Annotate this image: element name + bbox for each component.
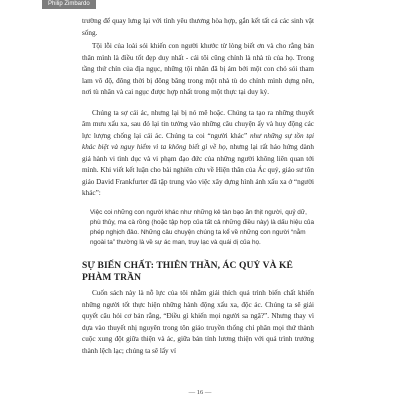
page-content bbox=[82, 16, 314, 357]
paragraph-fear-part-a: Chúng ta sợ cái ác, nhưng lại bị nó mê hoặc. Chúng ta tạo ra những thuyết âm mưu xấu xa, sau đó lại tin tưởng vào những câu chuyện ấy và huy động các lực lượng chống lại cái ác. Chúng ta coi “người khác” bbox=[82, 108, 314, 140]
paragraph-wolf-sin: Tội lỗi của loài sói khiến con người khước từ lòng biết ơn và cho rằng bản thân mình là điều tốt đẹp duy nhất - cái tôi cũng chính là nhà tù của họ. Trong tầng thứ chín của địa ngục, những tội nhân đã bị ám bởi một con chó sói tham lam vô độ, đông thời bị đông băng trong một nhà tù do chính mình dựng nên, nơi tù nhân và cai ngục được hợp nhất trong một thực tại duy kỷ. bbox=[82, 42, 314, 96]
running-head: Philip Zimbardo bbox=[42, 0, 96, 9]
paragraph-fear-of-evil bbox=[82, 108, 314, 200]
paragraph-continued: trường để quay lưng lại với tình yêu thương hòa hợp, gắn kết tất cả các sinh vật sống. bbox=[82, 17, 314, 37]
paragraph-book-purpose: Cuốn sách này là nỗ lực của tôi nhằm giải thích quá trình biến chất khiến những người tốt thực hiện những hành động xấu xa, độc ác. Chúng ta sẽ giải quyết câu hỏi cơ bản rằng, “Điều gì khiến mọi người sa ngã?”. Nhưng thay vì dựa vào thuyết nhị nguyên trong tôn giáo truyền thống chỉ phân mọi thứ thành cuộc xung đột giữa thiện và ác, giữa bản tính lương thiện với quá trình trưởng thành lệch lạc; chúng ta sẽ lấy ví bbox=[82, 289, 314, 355]
block-quote: Việc coi những con người khác như những kẻ tàn bạo ăn thịt người, quỷ dữ, phù thủy, ma cà rồng (hoặc tập hợp của tất cả những điều này) là dấu hiệu của phép nghịch đảo. Những câu chuyện chúng ta kể về những con người “nằm ngoài ta” thường là về sự ác man, truy lạc và quái dị của họ. bbox=[90, 208, 315, 247]
paragraph-fear-part-b: nhưng lại rất háo hứng dành giả hành vi tình dục và vi phạm đạo đức của những người không liên quan tới mình. Khi viết kết luận cho bài nghiên cứu về Hiện thân của Ác quỷ, giáo sư tôn giáo David Frankfurter đã tập trung vào việc xây dựng hình ảnh xấu xa ở “người khác”: bbox=[82, 143, 314, 197]
paragraph-fear-italic: như những sự tồn tại khác biệt và nguy hiểm vì ta không biết gì về họ, bbox=[82, 131, 314, 151]
section-heading: SỰ BIẾN CHẤT: THIÊN THẦN, ÁC QUỶ VÀ KẺ PHÀM TRẦN bbox=[82, 261, 293, 284]
page-number: — 16 — bbox=[188, 389, 212, 396]
